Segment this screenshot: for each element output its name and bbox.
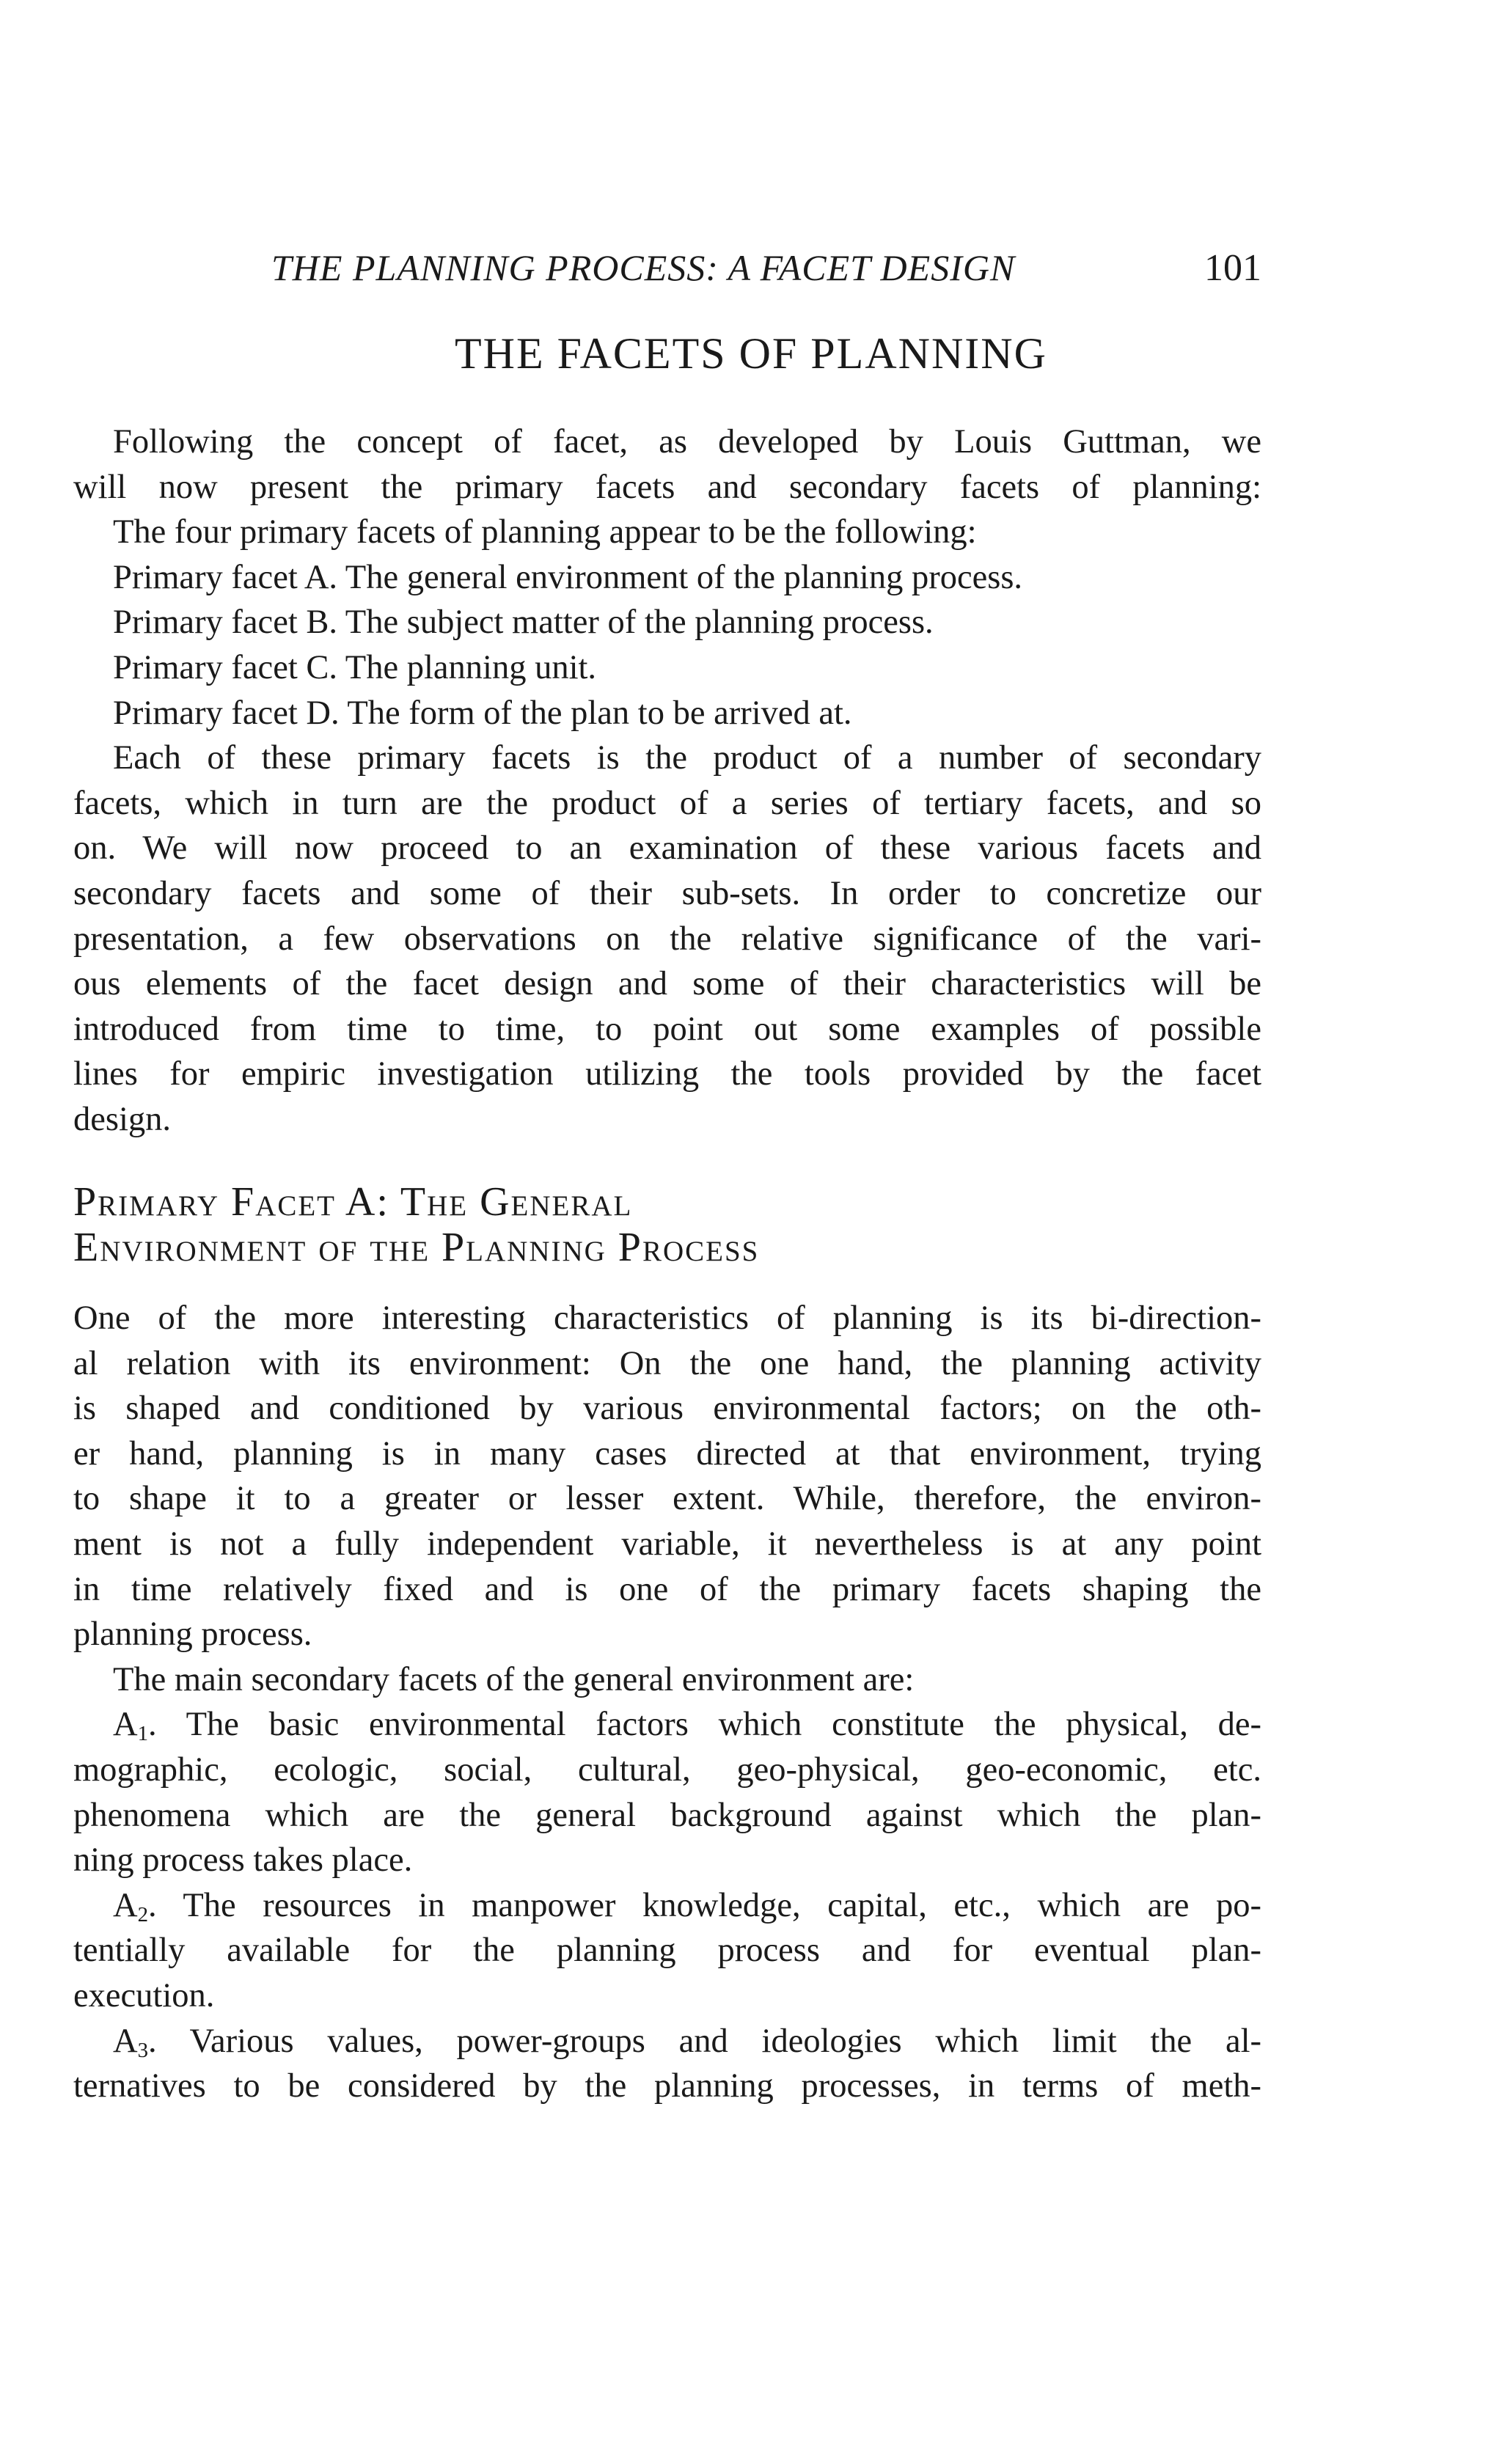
text-line: ning process takes place. — [73, 1841, 413, 1880]
text-line: mographic, ecologic, social, cultural, geo-physical, geo-economic, etc. — [73, 1750, 1261, 1789]
text-line: er hand, planning is in many cases directed at that environment, trying — [73, 1434, 1261, 1473]
text-line: design. — [73, 1100, 172, 1138]
text-line: The four primary facets of planning appear to be the following: — [113, 513, 977, 551]
text-line: The main secondary facets of the general environment are: — [113, 1660, 915, 1698]
running-title: THE PLANNING PROCESS: A FACET DESIGN — [271, 247, 1016, 288]
text-line: planning process. — [73, 1616, 312, 1654]
text-line: in time relatively fixed and is one of the primary facets shaping the — [73, 1570, 1261, 1608]
facet-text: . The resources in manpower knowledge, capital, etc., which are po- — [148, 1886, 1261, 1924]
text-line: Following the concept of facet, as developed by Louis Guttman, we — [113, 423, 1261, 461]
text-line: Each of these primary facets is the product of a number of secondary — [113, 739, 1261, 777]
facet-text: . The basic environmental factors which constitute the physical, de- — [148, 1706, 1261, 1744]
text-line: Primary facet C. The planning unit. — [113, 648, 597, 686]
running-head — [271, 246, 1261, 298]
text-line: ous elements of the facet design and some of their characteristics will be — [73, 965, 1261, 1003]
text-line: facets, which in turn are the product of a series of tertiary facets, and so — [73, 784, 1261, 822]
text-line: tentially available for the planning process and for eventual plan- — [73, 1932, 1261, 1970]
chapter-title: THE FACETS OF PLANNING — [455, 329, 1047, 378]
text-line: introduced from time to time, to point out some examples of possible — [73, 1010, 1261, 1048]
facet-text: . Various values, power-groups and ideologies which limit the al- — [148, 2022, 1261, 2060]
text-line: secondary facets and some of their sub-sets. In order to concretize our — [73, 874, 1261, 912]
text-line: ment is not a fully independent variable, it nevertheless is at any point — [73, 1525, 1261, 1563]
text-line: on. We will now proceed to an examination of these various facets and — [73, 829, 1261, 868]
page-number: 101 — [1204, 247, 1261, 289]
text-line: is shaped and conditioned by various environmental factors; on the oth- — [73, 1390, 1261, 1428]
text-line: al relation with its environment: On the one hand, the planning activity — [73, 1344, 1261, 1382]
text-line: Primary facet A. The general environment of the planning process. — [113, 558, 1023, 596]
facet-letter: A — [113, 2022, 138, 2060]
facet-subscript: 2 — [137, 1902, 149, 1926]
section-paragraphs — [73, 1296, 1261, 2109]
facet-subscript: 3 — [137, 2038, 149, 2062]
intro-paragraphs — [73, 419, 1261, 1143]
section-heading-line: Environment of the Planning Process — [73, 1225, 760, 1270]
text-line: lines for empiric investigation utilizing the tools provided by the facet — [73, 1055, 1261, 1093]
text-line: to shape it to a greater or lesser extent. While, therefore, the environ- — [73, 1480, 1261, 1518]
facet-letter: A — [113, 1886, 138, 1924]
text-line: will now present the primary facets and secondary facets of planning: — [73, 468, 1261, 506]
facet-item-a3-first-line — [73, 2019, 1261, 2064]
facet-item-a1-first-line — [73, 1702, 1261, 1748]
text-line: Primary facet D. The form of the plan to be arrived at. — [113, 694, 852, 732]
text-line: phenomena which are the general background against which the plan- — [73, 1796, 1261, 1834]
text-line: One of the more interesting characteristics of planning is its bi-direction- — [73, 1299, 1261, 1337]
facet-subscript: 1 — [137, 1722, 149, 1746]
text-line: execution. — [73, 1976, 215, 2014]
facet-item-a2-first-line — [73, 1883, 1261, 1929]
text-line: Primary facet B. The subject matter of the planning process. — [113, 604, 934, 642]
facet-letter: A — [113, 1706, 138, 1744]
section-heading-line: Primary Facet A: The General — [73, 1179, 633, 1225]
section-heading — [73, 1179, 759, 1270]
text-line: ternatives to be considered by the planning processes, in terms of meth- — [73, 2067, 1261, 2105]
text-line: presentation, a few observations on the relative significance of the vari- — [73, 920, 1261, 958]
